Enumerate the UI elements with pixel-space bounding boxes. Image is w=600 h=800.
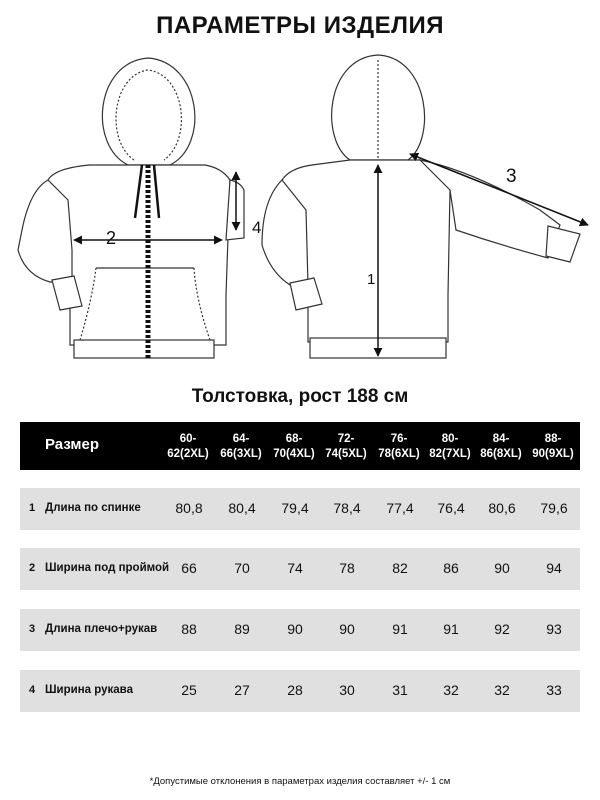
measure-label-1: 1 <box>367 271 376 288</box>
table-row-length-back: 1 Длина по спинке 80,8 80,4 79,4 78,4 77,4 76,4 80,6 79,6 <box>20 488 580 530</box>
measure-label-2: 2 <box>106 228 117 248</box>
size-col-6: 80- 82(7XL) <box>429 433 471 460</box>
size-col-1: 60- 62(2XL) <box>167 433 209 460</box>
size-table-header <box>20 422 580 470</box>
size-col-3: 68- 70(4XL) <box>273 433 315 460</box>
measure-label-3: 3 <box>506 166 517 187</box>
table-row-chest-width: 2 Ширина под проймой 66 70 74 78 82 86 90 94 <box>20 548 580 590</box>
tolerance-footnote: *Допустимые отклонения в параметрах изделия составляет +/- 1 см <box>149 776 451 787</box>
product-subtitle: Толстовка, рост 188 см <box>191 386 409 407</box>
measure-label-4: 4 <box>252 218 262 237</box>
size-header-label: Размер <box>45 436 100 453</box>
size-col-2: 64- 66(3XL) <box>220 433 262 460</box>
table-row-shoulder-sleeve: 3 Длина плечо+рукав 88 89 90 90 91 91 92 93 <box>20 609 580 651</box>
table-row-sleeve-width: 4 Ширина рукава 25 27 28 30 31 32 32 33 <box>20 670 580 712</box>
size-col-8: 88- 90(9XL) <box>532 433 574 460</box>
size-col-4: 72- 74(5XL) <box>325 433 367 460</box>
size-col-5: 76- 78(6XL) <box>378 433 420 460</box>
page-title: ПАРАМЕТРЫ ИЗДЕЛИЯ <box>156 12 444 39</box>
hoodie-back <box>262 55 580 358</box>
size-col-7: 84- 86(8XL) <box>480 433 522 460</box>
hoodie-front <box>18 58 244 358</box>
hoodie-measurement-diagram <box>0 45 600 365</box>
